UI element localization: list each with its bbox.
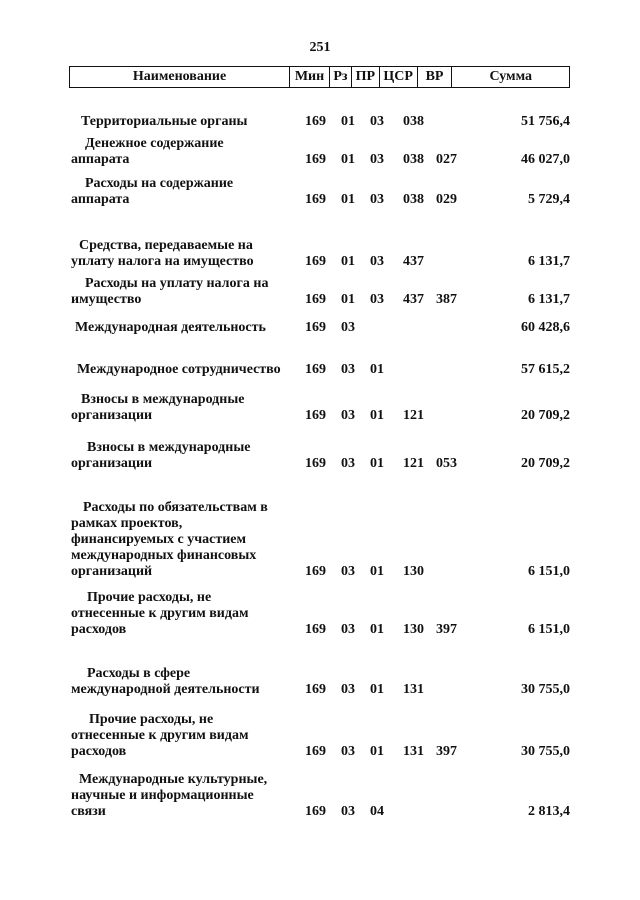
header-min: Мин [289,67,329,87]
cell-pr: 03 [370,114,384,129]
cell-min: 169 [305,114,326,129]
cell-sum: 30 755,0 [521,744,570,759]
cell-csr: 130 [403,564,424,579]
row-name-line: расходов [71,622,127,637]
cell-sum: 6 151,0 [528,564,570,579]
cell-sum: 51 756,4 [521,114,570,129]
cell-min: 169 [305,292,326,307]
cell-csr: 131 [403,682,424,697]
cell-sum: 46 027,0 [521,152,570,167]
row-name-line: расходов [71,744,127,759]
row-name-line: связи [71,804,106,819]
row-name [71,666,293,698]
cell-pr: 01 [370,744,384,759]
row-name-line: научные и информационные [71,788,254,803]
cell-rz: 03 [341,456,355,471]
table-row [0,392,640,424]
table-row [0,666,640,698]
cell-sum: 20 709,2 [521,408,570,423]
row-name-line: отнесенные к другим видам [71,606,249,621]
cell-sum: 6 151,0 [528,622,570,637]
cell-rz: 01 [341,254,355,269]
cell-csr: 038 [403,152,424,167]
header-pr: ПР [351,67,379,87]
cell-vr: 397 [436,622,457,637]
header-sum: Сумма [451,67,569,87]
page-number: 251 [309,40,331,55]
row-name-line: Взносы в международные [81,392,245,407]
cell-pr: 01 [370,564,384,579]
cell-vr: 053 [436,456,457,471]
row-name [71,176,293,208]
row-name-line: организаций [71,564,153,579]
cell-csr: 121 [403,456,424,471]
row-name-line: Прочие расходы, не [89,712,214,727]
cell-pr: 01 [370,622,384,637]
cell-min: 169 [305,564,326,579]
cell-min: 169 [305,682,326,697]
table-row [0,772,640,820]
cell-min: 169 [305,362,326,377]
row-name-line: Средства, передаваемые на [79,238,253,253]
cell-rz: 03 [341,362,355,377]
row-name-line: Международные культурные, [79,772,268,787]
row-name-line: международной деятельности [71,682,260,697]
table-row [0,176,640,208]
cell-sum: 5 729,4 [528,192,570,207]
row-name-line: Взносы в международные [87,440,251,455]
cell-csr: 131 [403,744,424,759]
table-row [0,440,640,472]
cell-vr: 029 [436,192,457,207]
cell-csr: 038 [403,192,424,207]
cell-sum: 6 131,7 [528,254,570,269]
row-name [71,712,293,760]
cell-pr: 03 [370,292,384,307]
cell-sum: 57 615,2 [521,362,570,377]
cell-csr: 437 [403,292,424,307]
table-row [0,590,640,638]
table-row [0,362,640,378]
row-name-line: Международная деятельность [75,320,266,335]
row-name-line: уплату налога на имущество [71,254,254,269]
cell-rz: 03 [341,320,355,335]
row-name [71,772,293,820]
row-name-line: Расходы на содержание [85,176,234,191]
table-row [0,238,640,270]
row-name-line: имущество [71,292,142,307]
header-name: Наименование [132,69,227,84]
row-name-line: аппарата [71,152,130,167]
cell-csr: 130 [403,622,424,637]
row-name [71,362,293,378]
cell-min: 169 [305,456,326,471]
row-name-line: международных финансовых [71,548,257,563]
row-name [71,500,293,580]
row-name-line: Расходы на уплату налога на [85,276,269,291]
cell-min: 169 [305,408,326,423]
table-row [0,500,640,580]
cell-min: 169 [305,320,326,335]
cell-rz: 01 [341,292,355,307]
cell-rz: 01 [341,152,355,167]
row-name-line: рамках проектов, [71,516,183,531]
header-vr: ВР [417,67,452,87]
cell-sum: 2 813,4 [528,804,570,819]
row-name-line: аппарата [71,192,130,207]
cell-rz: 03 [341,804,355,819]
cell-min: 169 [305,804,326,819]
cell-pr: 03 [370,254,384,269]
cell-min: 169 [305,622,326,637]
table-header [69,66,570,88]
row-name-line: финансируемых с участием [71,532,247,547]
cell-csr: 437 [403,254,424,269]
cell-min: 169 [305,192,326,207]
cell-sum: 30 755,0 [521,682,570,697]
header-rz: Рз [329,67,351,87]
cell-csr: 038 [403,114,424,129]
row-name [71,590,293,638]
header-csr: ЦСР [379,67,417,87]
cell-sum: 20 709,2 [521,456,570,471]
cell-pr: 03 [370,192,384,207]
row-name-line: организации [71,408,153,423]
row-name-line: Расходы в сфере [87,666,191,681]
row-name [71,114,293,130]
table-row [0,712,640,760]
cell-rz: 03 [341,622,355,637]
row-name-line: отнесенные к другим видам [71,728,249,743]
cell-rz: 03 [341,682,355,697]
row-name-line: Расходы по обязательствам в [83,500,268,515]
row-name-line: организации [71,456,153,471]
row-name-line: Международное сотрудничество [77,362,281,377]
cell-pr: 01 [370,456,384,471]
cell-vr: 387 [436,292,457,307]
row-name-line: Территориальные органы [81,114,248,129]
cell-vr: 397 [436,744,457,759]
cell-rz: 01 [341,114,355,129]
cell-rz: 03 [341,408,355,423]
cell-csr: 121 [403,408,424,423]
table-row [0,114,640,130]
row-name [71,320,293,336]
cell-min: 169 [305,254,326,269]
row-name [71,392,293,424]
cell-rz: 03 [341,564,355,579]
cell-rz: 01 [341,192,355,207]
table-row [0,276,640,308]
cell-min: 169 [305,744,326,759]
row-name-line: Прочие расходы, не [87,590,212,605]
table-row [0,136,640,168]
cell-pr: 04 [370,804,384,819]
cell-pr: 01 [370,408,384,423]
cell-rz: 03 [341,744,355,759]
cell-min: 169 [305,152,326,167]
table-row [0,320,640,336]
cell-vr: 027 [436,152,457,167]
cell-pr: 03 [370,152,384,167]
cell-sum: 6 131,7 [528,292,570,307]
row-name [71,238,293,270]
cell-pr: 01 [370,362,384,377]
row-name [71,440,293,472]
row-name [71,276,293,308]
cell-sum: 60 428,6 [521,320,570,335]
row-name-line: Денежное содержание [85,136,224,151]
cell-pr: 01 [370,682,384,697]
row-name [71,136,293,168]
